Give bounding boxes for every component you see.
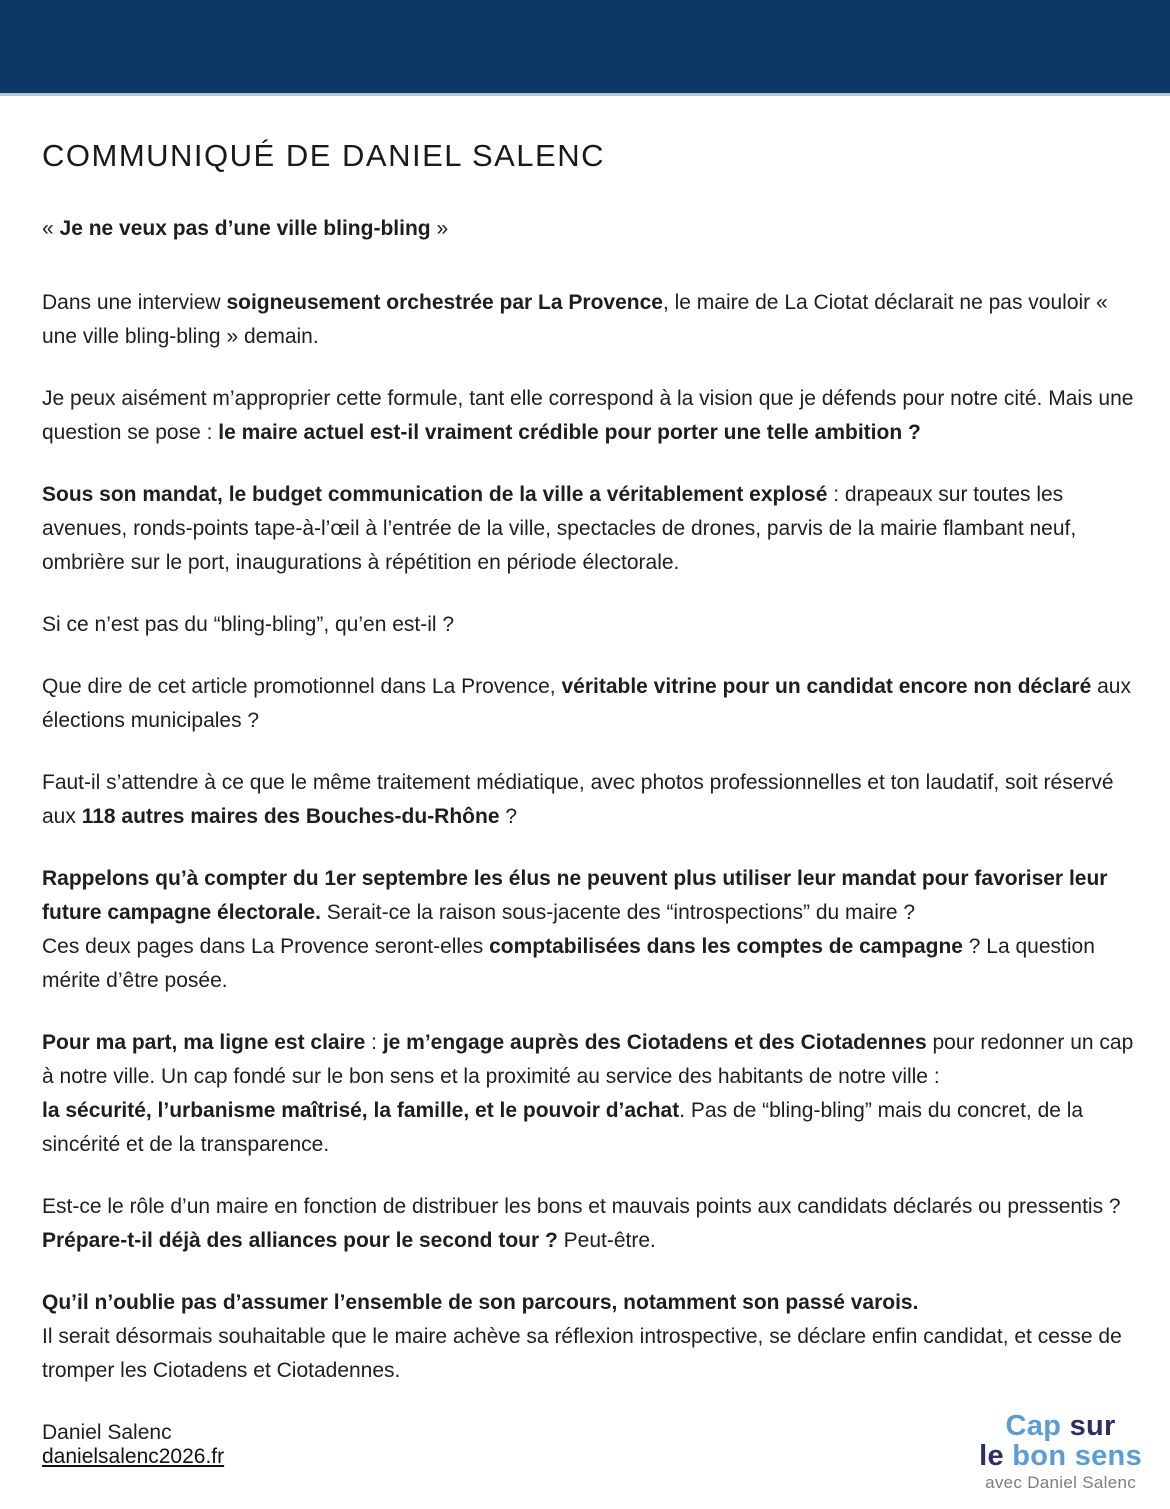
bold-text-run: le maire actuel est-il vraiment crédible pour porter une telle ambition ?	[218, 421, 921, 444]
logo-word: bon sens	[1012, 1440, 1142, 1472]
text-run: Si ce n’est pas du “bling-bling”, qu’en est-il ?	[42, 613, 455, 636]
footer-row	[42, 1411, 1142, 1491]
text-run: . Pas de “bling-bling” mais du concret, de la sincérité et de la transparence.	[42, 1099, 1084, 1156]
text-run: «	[42, 217, 60, 240]
bold-text-run: je m’engage auprès des Ciotadens et des Ciotadennes	[382, 1031, 927, 1054]
logo-word: Cap	[1005, 1410, 1070, 1442]
logo-word: sur	[1069, 1410, 1116, 1442]
bold-text-run: Sous son mandat, le budget communication de la ville a véritablement explosé	[42, 483, 828, 506]
paragraph	[42, 382, 1142, 450]
text-run: »	[430, 217, 449, 240]
text-run: Dans une interview	[42, 291, 227, 314]
body-paragraphs	[42, 286, 1142, 1388]
paragraph	[42, 862, 1142, 998]
paragraph	[42, 478, 1142, 580]
bold-text-run: comptabilisées dans les comptes de campagne	[489, 935, 963, 958]
logo-line-1	[979, 1411, 1142, 1441]
paragraph	[42, 1286, 1142, 1388]
text-run: Je peux aisément m’approprier cette formule, tant elle correspond à la vision que je défends pour notre cité. Mais une question se pose :	[42, 387, 1134, 444]
page-title: COMMUNIQUÉ DE DANIEL SALENC	[42, 138, 605, 173]
text-run: : drapeaux sur toutes les avenues, ronds-points tape-à-l’œil à l’entrée de la ville, spectacles de drones, parvis de la mairie flambant neuf, ombrière sur le port, inaugurations à répétition en période électorale.	[42, 483, 1077, 574]
header-bar	[0, 0, 1170, 96]
bold-text-run: Je ne veux pas d’une ville bling-bling	[59, 217, 431, 240]
text-run: Ces deux pages dans La Provence seront-elles	[42, 935, 490, 958]
paragraph	[42, 766, 1142, 834]
text-run: ?	[499, 805, 518, 828]
text-run: , le maire de La Ciotat déclarait ne pas vouloir « une ville bling-bling » demain.	[42, 291, 1108, 348]
text-run: Que dire de cet article promotionnel dans La Provence,	[42, 675, 562, 698]
press-release-content	[0, 138, 1170, 1450]
text-run: Serait-ce la raison sous-jacente des “introspections” du maire ?	[320, 901, 916, 924]
paragraph	[42, 286, 1142, 354]
paragraph	[42, 670, 1142, 738]
website-link[interactable]: danielsalenc2026.fr	[42, 1445, 225, 1468]
bold-text-run: véritable vitrine pour un candidat encore non déclaré	[561, 675, 1092, 698]
bold-text-run: Pour ma part, ma ligne est claire	[42, 1031, 366, 1054]
bold-text-run: Prépare-t-il déjà des alliances pour le second tour ?	[42, 1229, 558, 1252]
logo-word: le	[979, 1440, 1013, 1472]
text-run: Est-ce le rôle d’un maire en fonction de distribuer les bons et mauvais points aux candidats déclarés ou pressentis ?	[42, 1195, 1121, 1218]
text-run: Faut-il s’attendre à ce que le même traitement médiatique, avec photos professionnelles et ton laudatif, soit réservé aux	[42, 771, 1114, 828]
text-run: pour redonner un cap à notre ville. Un cap fondé sur le bon sens et la proximité au service des habitants de notre ville :	[42, 1031, 1134, 1088]
paragraph	[42, 608, 1142, 642]
logo-line-2	[979, 1441, 1142, 1471]
bold-text-run: 118 autres maires des Bouches-du-Rhône	[81, 805, 500, 828]
bold-text-run: Qu’il n’oublie pas d’assumer l’ensemble de son parcours, notamment son passé varois.	[42, 1291, 919, 1314]
paragraph	[42, 1026, 1142, 1162]
paragraph	[42, 1190, 1142, 1258]
quote-line	[42, 212, 1142, 246]
text-run: ? La question mérite d’être posée.	[42, 935, 1095, 992]
bold-text-run: soigneusement orchestrée par La Provence	[226, 291, 663, 314]
bold-text-run: Rappelons qu’à compter du 1er septembre les élus ne peuvent plus utiliser leur mandat pour favoriser leur future campagne électorale.	[42, 867, 1108, 924]
cap-sur-le-bon-sens-logo	[979, 1411, 1142, 1491]
text-run: Peut-être.	[557, 1229, 656, 1252]
signature: Daniel Salenc	[42, 1421, 172, 1444]
bold-text-run: la sécurité, l’urbanisme maîtrisé, la famille, et le pouvoir d’achat	[42, 1099, 680, 1122]
text-run: :	[365, 1031, 383, 1054]
text-run: Il serait désormais souhaitable que le maire achève sa réflexion introspective, se déclare enfin candidat, et cesse de tromper les Ciotadens et Ciotadennes.	[42, 1325, 1122, 1382]
logo-tagline: avec Daniel Salenc	[985, 1473, 1137, 1492]
text-run: aux élections municipales ?	[42, 675, 1131, 732]
